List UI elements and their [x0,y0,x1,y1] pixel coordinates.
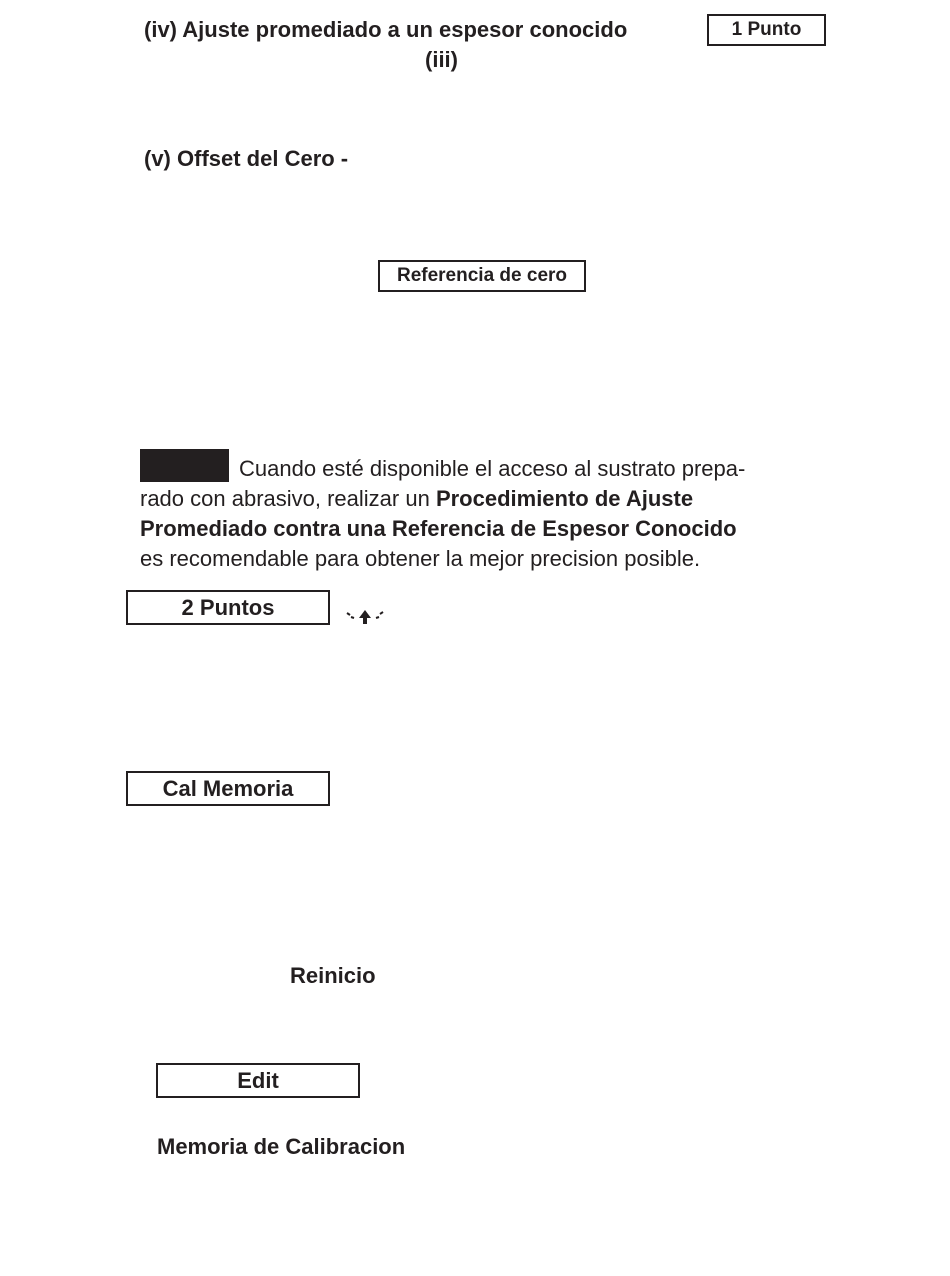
two-points-button-label: 2 Puntos [181,594,275,620]
one-point-button[interactable] [707,14,826,46]
zero-reference-button-label: Referencia de cero [396,265,568,286]
note-paragraph [140,454,840,574]
up-arrow-flash-icon [342,604,388,626]
one-point-button-label: 1 Punto [731,19,802,40]
note-line-2-normal: rado con abrasivo, realizar un [140,486,436,511]
note-line-1: Cuando esté disponible el acceso al sustrato prepa- [239,456,746,481]
edit-button[interactable] [156,1063,360,1098]
restart-label: Reinicio [290,963,376,988]
two-points-button[interactable] [126,590,330,625]
zero-reference-button[interactable] [378,260,586,292]
note-line-4: es recomendable para obtener la mejor precision posible. [140,546,701,571]
section-iv-subref: (iii) [425,47,458,72]
calibration-memory-label: Memoria de Calibracion [157,1134,406,1159]
cal-memory-button-label: Cal Memoria [162,775,294,801]
cal-memory-button[interactable] [126,771,330,806]
section-v-title: (v) Offset del Cero - [144,146,349,171]
section-iv-title: (iv) Ajuste promediado a un espesor conocido [144,17,628,42]
note-line-3-bold: Promediado contra una Referencia de Espesor Conocido [140,516,737,541]
note-line-2-bold: Procedimiento de Ajuste [435,486,694,511]
edit-button-label: Edit [237,1067,279,1093]
